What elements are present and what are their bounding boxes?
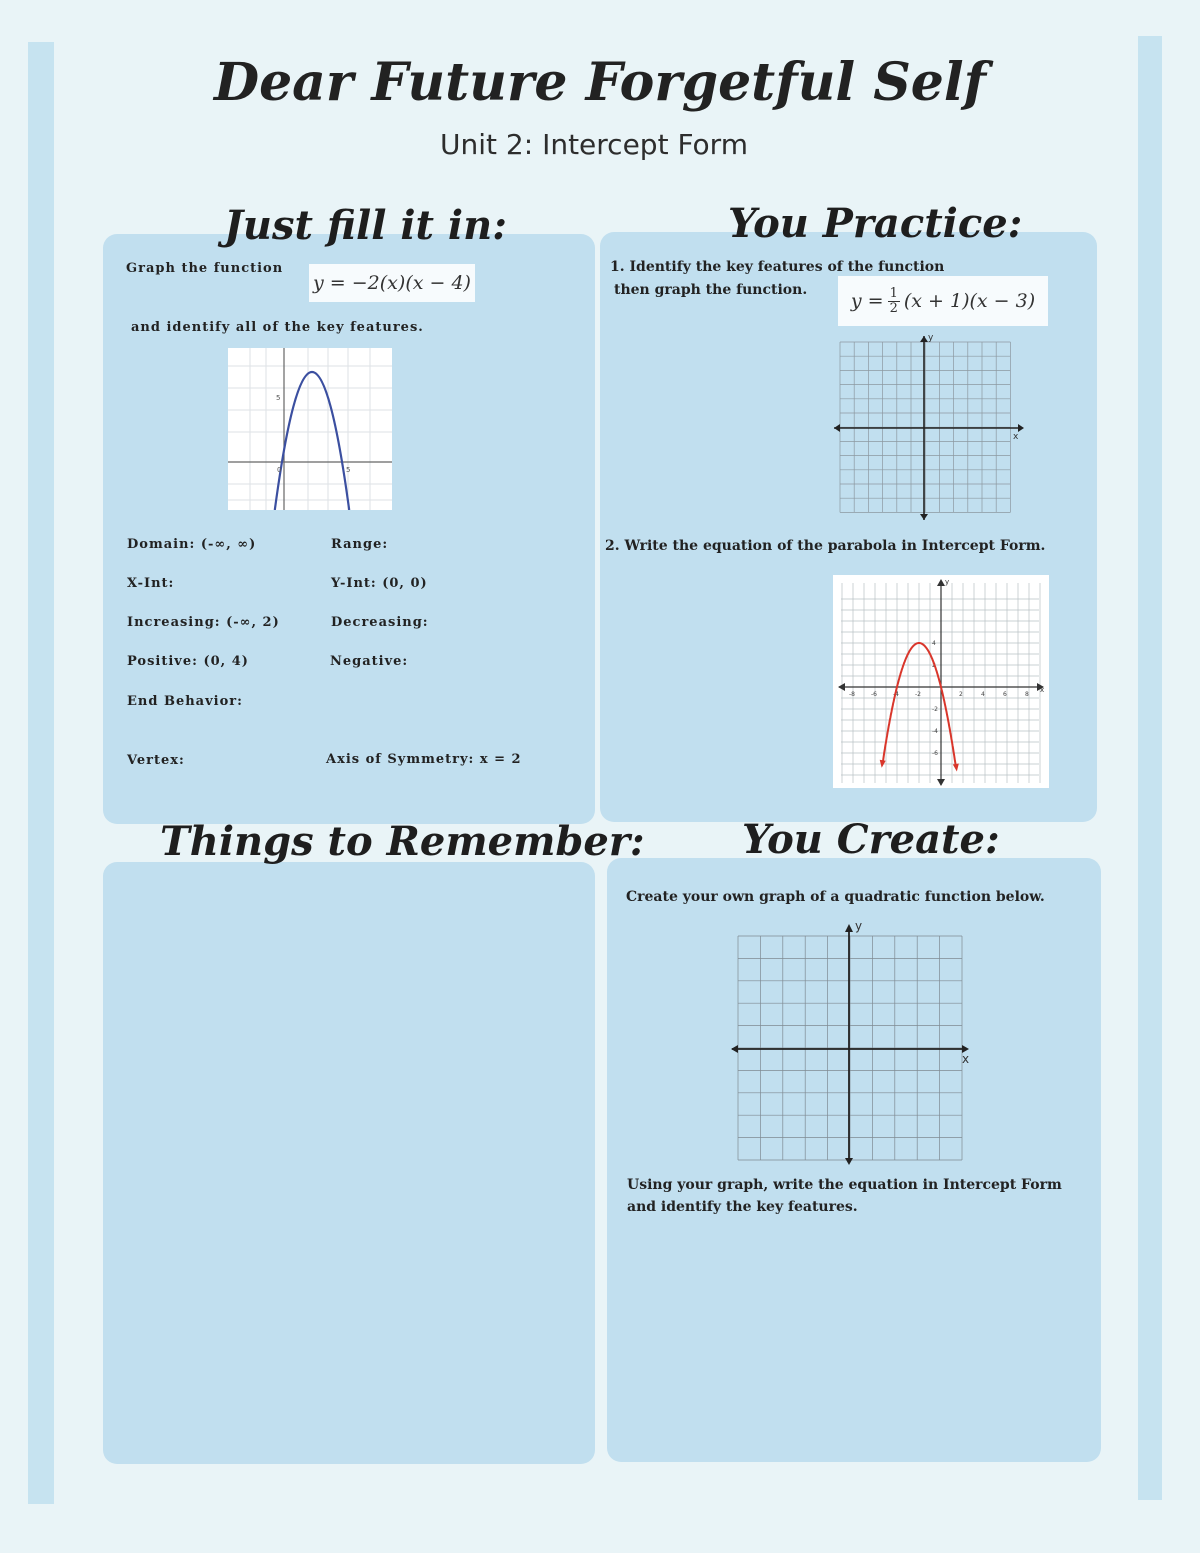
fill-in-y-tick-label: 5: [276, 394, 281, 402]
practice-heading: You Practice:: [728, 200, 1023, 247]
practice-q2-y-tick: 4: [932, 640, 936, 647]
practice-q2-curve-arrow-right: [953, 763, 959, 771]
create-x-label: x: [962, 1052, 970, 1066]
practice-q2-x-tick: 6: [1003, 691, 1007, 698]
practice-q2-y-tick: -4: [932, 728, 938, 735]
practice-q1-x-label: x: [1013, 432, 1019, 442]
practice-q2-x-tick: 8: [1025, 691, 1029, 698]
practice-q2-x-tick: -8: [849, 691, 855, 698]
fill-in-origin-label: 0: [277, 466, 282, 474]
increasing-field: Increasing: (-∞, 2): [127, 615, 280, 630]
x-int-field: X-Int:: [127, 576, 175, 591]
practice-q2-x-tick: -6: [871, 691, 877, 698]
practice-q2-x-tick: -4: [893, 691, 899, 698]
create-after-line1: Using your graph, write the equation in Intercept Form: [627, 1177, 1062, 1193]
practice-eq-denominator: 2: [889, 300, 898, 316]
page-subtitle: Unit 2: Intercept Form: [440, 128, 748, 161]
negative-field: Negative:: [330, 654, 409, 669]
fill-in-parabola: [275, 372, 349, 510]
practice-q2-y-arrow-up: [937, 579, 945, 586]
domain-field: Domain: (-∞, ∞): [127, 537, 257, 552]
fill-in-heading: Just fill it in:: [224, 202, 507, 249]
practice-q1-x-arrow-right: [1018, 424, 1024, 432]
practice-q2-x-tick: -2: [915, 691, 921, 698]
practice-q1-equation: [838, 276, 1048, 326]
left-scan-edge: [28, 42, 54, 1504]
remember-panel: [103, 862, 595, 1464]
fill-in-x-tick-label: 5: [346, 466, 351, 474]
practice-eq-numerator: 1: [889, 285, 898, 301]
range-field: Range:: [331, 537, 389, 552]
practice-q2-y-arrow-down: [937, 779, 945, 786]
practice-q2-graph: [833, 575, 1049, 788]
remember-heading: Things to Remember:: [160, 818, 645, 865]
create-x-arrow-left: [731, 1045, 738, 1053]
right-scan-edge: [1138, 36, 1162, 1500]
practice-q1-line2: then graph the function.: [614, 282, 808, 298]
practice-q1-graph: [832, 330, 1024, 522]
practice-q1-x-arrow-left: [834, 424, 840, 432]
create-graph: [728, 918, 976, 1166]
y-int-field: Y-Int: (0, 0): [331, 576, 428, 591]
practice-q2-y-tick: -6: [932, 750, 938, 757]
create-y-arrow-up: [845, 924, 853, 932]
create-instruction: Create your own graph of a quadratic function below.: [626, 889, 1045, 905]
fill-in-graph: [228, 348, 392, 510]
practice-q1-y-arrow-down: [920, 514, 928, 520]
end-behavior-field: End Behavior:: [127, 694, 243, 709]
practice-q2-y-label: y: [945, 578, 950, 586]
decreasing-field: Decreasing:: [331, 615, 429, 630]
practice-q2-y-tick: 2: [932, 662, 936, 669]
practice-q1-y-arrow-up: [920, 336, 928, 342]
practice-q2-x-arrow-left: [838, 683, 845, 691]
vertex-field: Vertex:: [127, 753, 185, 768]
practice-eq-right: (x + 1)(x − 3): [903, 290, 1036, 312]
create-heading: You Create:: [742, 816, 1000, 863]
practice-q2-x-tick: 4: [981, 691, 985, 698]
practice-q2-y-tick: -2: [932, 706, 938, 713]
practice-q2-x-tick: 2: [959, 691, 963, 698]
create-after-line2: and identify the key features.: [627, 1199, 858, 1215]
practice-eq-fraction: [888, 287, 900, 316]
practice-q1-y-label: y: [928, 333, 934, 343]
practice-eq-left: y =: [850, 290, 884, 312]
graph-prompt: Graph the function: [126, 261, 284, 276]
practice-q1-line1: 1. Identify the key features of the function: [610, 259, 945, 275]
identify-prompt: and identify all of the key features.: [131, 320, 424, 335]
create-y-label: y: [855, 919, 863, 933]
create-y-arrow-down: [845, 1158, 853, 1165]
positive-field: Positive: (0, 4): [127, 654, 249, 669]
practice-q2-x-label: x: [1040, 686, 1045, 694]
practice-q2: 2. Write the equation of the parabola in Intercept Form.: [605, 538, 1046, 554]
axis-of-symmetry-field: Axis of Symmetry: x = 2: [326, 752, 522, 767]
page-title: Dear Future Forgetful Self: [213, 52, 986, 113]
fill-in-equation: y = −2(x)(x − 4): [309, 264, 475, 302]
